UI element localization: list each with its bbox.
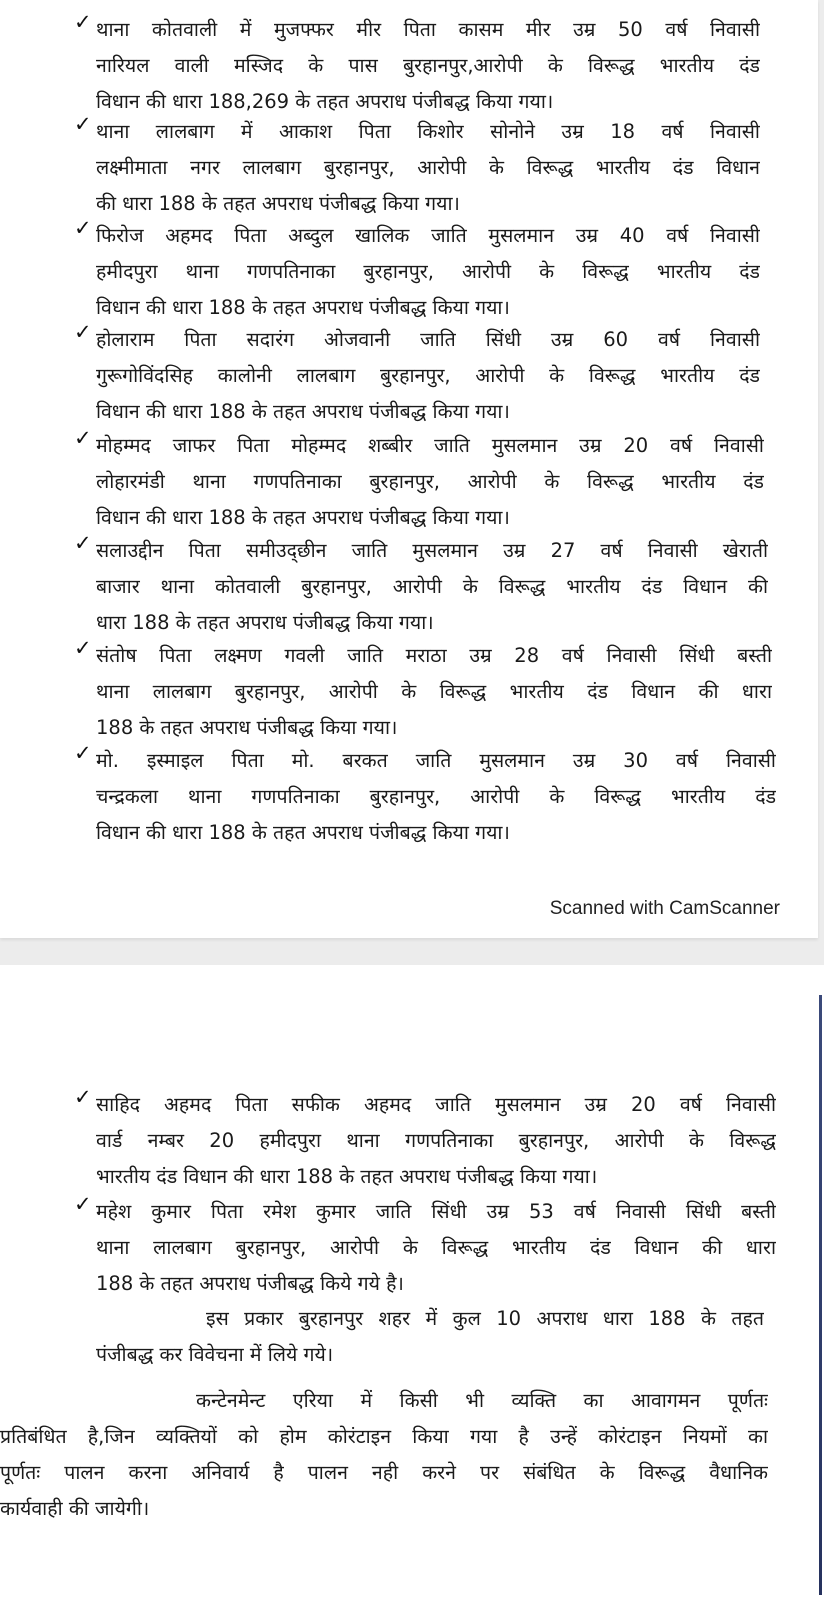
notice-line: कन्टेनमेन्ट एरिया में किसी भी व्यक्ति का आवागमन पूर्णतः (196, 1389, 768, 1412)
case-line: धारा 188 के तहत अपराध पंजीबद्ध किया गया। (96, 611, 434, 634)
checkmark-icon: ✓ (74, 741, 92, 765)
case-line: साहिद अहमद पिता सफीक अहमद जाति मुसलमान उम्र 20 वर्ष निवासी (96, 1093, 776, 1116)
case-line: की धारा 188 के तहत अपराध पंजीबद्ध किया गया। (96, 192, 460, 215)
checkmark-icon: ✓ (74, 320, 92, 344)
case-entry (74, 426, 764, 536)
case-line: फिरोज अहमद पिता अब्दुल खालिक जाति मुसलमान उम्र 40 वर्ष निवासी (96, 224, 760, 247)
notice-line: प्रतिबंधित है,जिन व्यक्तियों को होम कोरंटाइन किया गया है उन्हें कोरंटाइन नियमों का (0, 1425, 768, 1448)
case-line: हमीदपुरा थाना गणपतिनाका बुरहानपुर, आरोपी के विरूद्ध भारतीय दंड (96, 260, 760, 283)
case-line: विधान की धारा 188 के तहत अपराध पंजीबद्ध किया गया। (96, 821, 510, 844)
case-line: 188 के तहत अपराध पंजीबद्ध किया गया। (96, 716, 398, 739)
case-line: थाना कोतवाली में मुजफ्फर मीर पिता कासम मीर उम्र 50 वर्ष निवासी (96, 18, 760, 41)
case-line: गुरूगोविंदसिह कालोनी लालबाग बुरहानपुर, आरोपी के विरूद्ध भारतीय दंड (96, 364, 760, 387)
case-line: थाना लालबाग में आकाश पिता किशोर सोनोने उम्र 18 वर्ष निवासी (96, 120, 760, 143)
checkmark-icon: ✓ (74, 636, 92, 660)
case-line: मो. इस्माइल पिता मो. बरकत जाति मुसलमान उम्र 30 वर्ष निवासी (96, 749, 776, 772)
case-line: वार्ड नम्बर 20 हमीदपुरा थाना गणपतिनाका बुरहानपुर, आरोपी के विरूद्ध (96, 1129, 776, 1152)
checkmark-icon: ✓ (74, 112, 92, 136)
case-line: लोहारमंडी थाना गणपतिनाका बुरहानपुर, आरोपी के विरूद्ध भारतीय दंड (96, 470, 764, 493)
checkmark-icon: ✓ (74, 426, 92, 450)
case-entry (74, 10, 760, 120)
notice-line: पूर्णतः पालन करना अनिवार्य है पालन नही करने पर संबंधित के विरूद्ध वैधानिक (0, 1461, 768, 1484)
case-line: 188 के तहत अपराध पंजीबद्ध किये गये है। (96, 1272, 404, 1295)
checkmark-icon: ✓ (74, 1085, 92, 1109)
case-line: महेश कुमार पिता रमेश कुमार जाति सिंधी उम्र 53 वर्ष निवासी सिंधी बस्ती (96, 1200, 776, 1223)
summary-line: पंजीबद्ध कर विवेचना में लिये गये। (96, 1343, 334, 1366)
case-line: विधान की धारा 188,269 के तहत अपराध पंजीबद्ध किया गया। (96, 90, 554, 113)
case-entry (74, 1192, 776, 1302)
summary-line: इस प्रकार बुरहानपुर शहर में कुल 10 अपराध धारा 188 के तहत (206, 1307, 764, 1330)
case-line: विधान की धारा 188 के तहत अपराध पंजीबद्ध किया गया। (96, 400, 510, 423)
case-line: बाजार थाना कोतवाली बुरहानपुर, आरोपी के विरूद्ध भारतीय दंड विधान की (96, 575, 768, 598)
case-line: थाना लालबाग बुरहानपुर, आरोपी के विरूद्ध भारतीय दंड विधान की धारा (96, 680, 772, 703)
page-edge-shadow (819, 995, 822, 1595)
case-line: सलाउद्दीन पिता समीउद्छीन जाति मुसलमान उम्र 27 वर्ष निवासी खेराती (96, 539, 768, 562)
case-entry (74, 1085, 776, 1195)
summary-paragraph (96, 1301, 764, 1373)
case-entry (74, 531, 768, 641)
case-line: भारतीय दंड विधान की धारा 188 के तहत अपराध पंजीबद्ध किया गया। (96, 1165, 598, 1188)
case-line: विधान की धारा 188 के तहत अपराध पंजीबद्ध किया गया। (96, 296, 510, 319)
case-line: लक्ष्मीमाता नगर लालबाग बुरहानपुर, आरोपी के विरूद्ध भारतीय दंड विधान (96, 156, 760, 179)
checkmark-icon: ✓ (74, 216, 92, 240)
case-line: होलाराम पिता सदारंग ओजवानी जाति सिंधी उम्र 60 वर्ष निवासी (96, 328, 760, 351)
case-entry (74, 112, 760, 222)
case-line: मोहम्मद जाफर पिता मोहम्मद शब्बीर जाति मुसलमान उम्र 20 वर्ष निवासी (96, 434, 764, 457)
case-entry (74, 320, 760, 430)
camscanner-watermark: Scanned with CamScanner (549, 898, 780, 919)
scan-page-2 (0, 965, 824, 1600)
case-line: चन्द्रकला थाना गणपतिनाका बुरहानपुर, आरोपी के विरूद्ध भारतीय दंड (96, 785, 776, 808)
case-entry (74, 741, 776, 851)
case-entry (74, 636, 772, 746)
case-line: विधान की धारा 188 के तहत अपराध पंजीबद्ध किया गया। (96, 506, 510, 529)
notice-line: कार्यवाही की जायेगी। (0, 1497, 150, 1520)
checkmark-icon: ✓ (74, 10, 92, 34)
case-line: थाना लालबाग बुरहानपुर, आरोपी के विरूद्ध भारतीय दंड विधान की धारा (96, 1236, 776, 1259)
case-entry (74, 216, 760, 326)
checkmark-icon: ✓ (74, 1192, 92, 1216)
checkmark-icon: ✓ (74, 531, 92, 555)
case-line: संतोष पिता लक्ष्मण गवली जाति मराठा उम्र 28 वर्ष निवासी सिंधी बस्ती (96, 644, 772, 667)
notice-paragraph (0, 1383, 768, 1527)
case-line: नारियल वाली मस्जिद के पास बुरहानपुर,आरोपी के विरूद्ध भारतीय दंड (96, 54, 760, 77)
